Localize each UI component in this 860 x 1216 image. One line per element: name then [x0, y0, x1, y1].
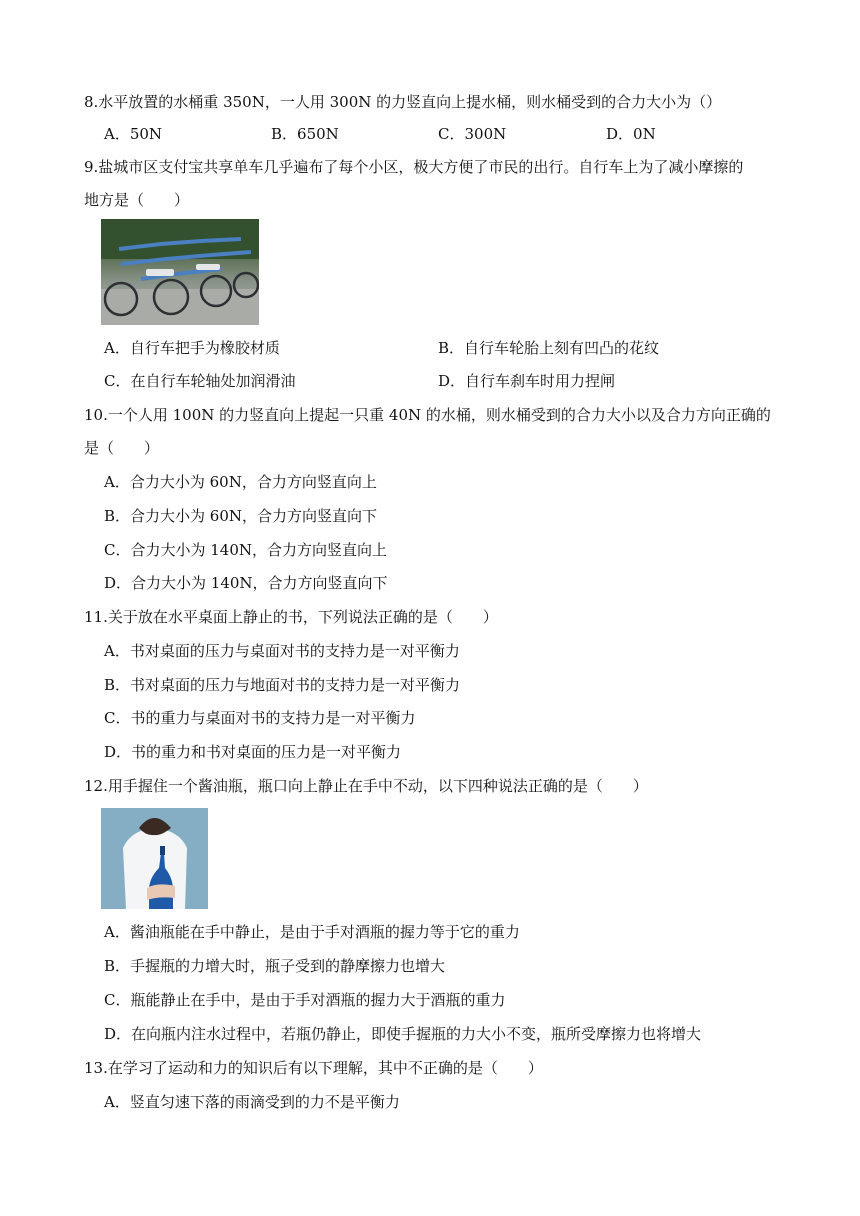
- question-9-line-1: 9.盐城市区支付宝共享单车几乎遍布了每个小区，极大方便了市民的出行。自行车上为了减小摩擦的: [84, 158, 744, 176]
- q11-option-c: C．书的重力与桌面对书的支持力是一对平衡力: [104, 709, 416, 727]
- q13-option-a: A．竖直匀速下落的雨滴受到的力不是平衡力: [104, 1093, 400, 1111]
- q8-option-b: B．650N: [271, 125, 339, 143]
- q10-option-a: A．合力大小为 60N，合力方向竖直向上: [104, 473, 377, 491]
- q11-option-d: D．书的重力和书对桌面的压力是一对平衡力: [104, 743, 402, 761]
- question-9-line-2: 地方是（ ）: [84, 191, 190, 209]
- shared-bikes-photo: [101, 219, 259, 325]
- q12-option-c: C．瓶能静止在手中，是由于手对酒瓶的握力大于酒瓶的重力: [104, 991, 506, 1009]
- q8-option-d: D．0N: [606, 125, 656, 143]
- q8-option-a: A．50N: [104, 125, 163, 143]
- q11-option-a: A．书对桌面的压力与桌面对书的支持力是一对平衡力: [104, 642, 460, 660]
- question-8-text: 8.水平放置的水桶重 350N，一人用 300N 的力竖直向上提水桶，则水桶受到的合力大小为（）: [84, 93, 722, 111]
- q12-option-b: B．手握瓶的力增大时，瓶子受到的静摩擦力也增大: [104, 957, 446, 975]
- q9-option-c: C．在自行车轮轴处加润滑油: [104, 372, 296, 390]
- q10-option-d: D．合力大小为 140N，合力方向竖直向下: [104, 574, 388, 592]
- q11-option-b: B．书对桌面的压力与地面对书的支持力是一对平衡力: [104, 676, 461, 694]
- question-10-line-2: 是（ ）: [84, 439, 160, 457]
- q8-option-c: C．300N: [438, 125, 507, 143]
- q12-option-a: A．酱油瓶能在手中静止，是由于手对酒瓶的握力等于它的重力: [104, 923, 520, 941]
- q10-option-c: C．合力大小为 140N，合力方向竖直向上: [104, 541, 388, 559]
- question-12-text: 12.用手握住一个酱油瓶，瓶口向上静止在手中不动，以下四种说法正确的是（ ）: [84, 777, 648, 795]
- q10-option-b: B．合力大小为 60N，合力方向竖直向下: [104, 507, 378, 525]
- soy-sauce-bottle-photo: [101, 808, 208, 909]
- q9-option-d: D．自行车刹车时用力捏闸: [438, 372, 616, 390]
- q9-option-a: A．自行车把手为橡胶材质: [104, 339, 280, 357]
- q9-option-b: B．自行车轮胎上刻有凹凸的花纹: [438, 339, 660, 357]
- question-13-text: 13.在学习了运动和力的知识后有以下理解，其中不正确的是（ ）: [84, 1059, 543, 1077]
- q12-option-d: D．在向瓶内注水过程中，若瓶仍静止，即使手握瓶的力大小不变，瓶所受摩擦力也将增大: [104, 1025, 702, 1043]
- question-11-text: 11.关于放在水平桌面上静止的书，下列说法正确的是（ ）: [84, 608, 498, 626]
- question-10-line-1: 10.一个人用 100N 的力竖直向上提起一只重 40N 的水桶，则水桶受到的合力大小以及合力方向正确的: [84, 406, 771, 424]
